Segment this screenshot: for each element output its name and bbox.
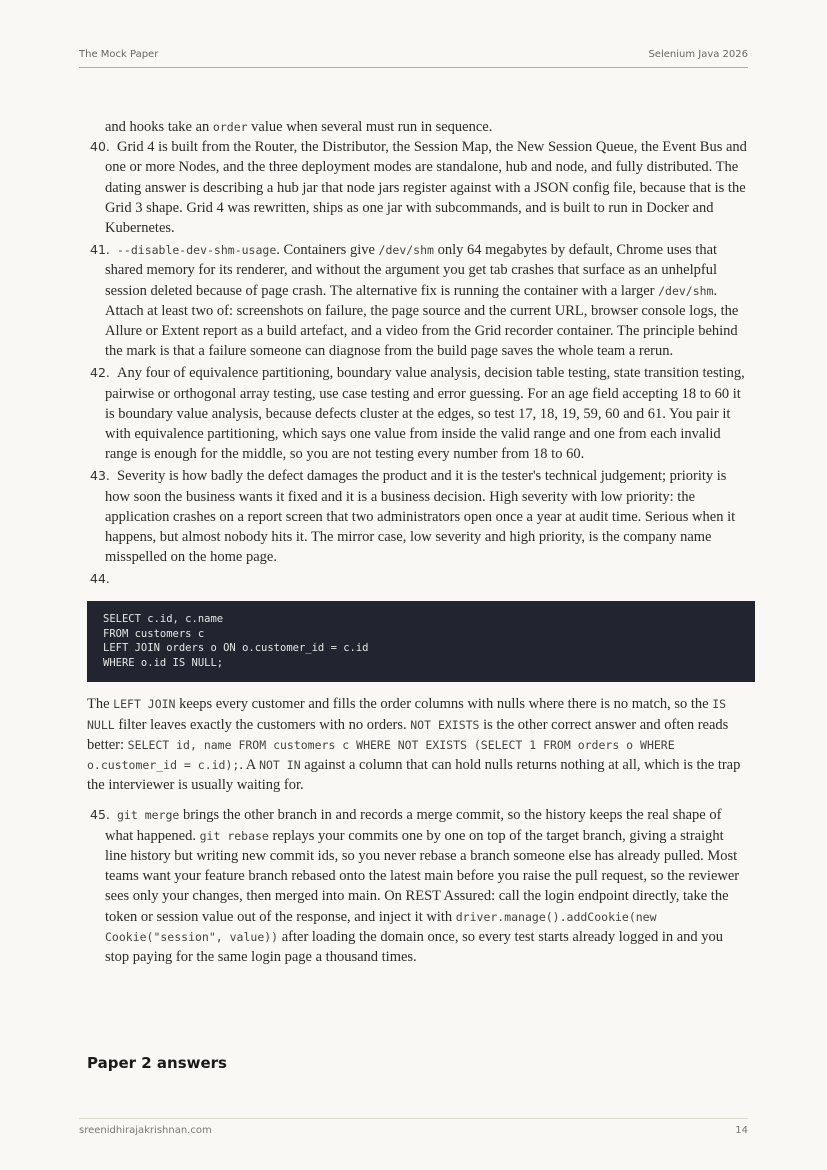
answer-number: 43.: [90, 468, 110, 484]
answer-44: [0, 569, 827, 589]
answer-44-explanation: The LEFT JOIN keeps every customer and fills the order columns with nulls where there is no match, so the IS NULL filter leaves exactly the customers with no orders. NOT EXISTS is the other correct answer and often reads better: SELECT id, name FROM customers c WHERE NOT EXISTS (SELECT 1 FROM orders o WHERE o.customer_id = c.id);. A NOT IN against a column that can hold nulls returns nothing at all, which is the trap the interviewer is usually waiting for.: [87, 696, 741, 794]
answer-43: [0, 466, 827, 567]
continuation-text: and hooks take an order value when several must run in sequence.: [105, 119, 493, 135]
answer-number: 45.: [90, 807, 110, 823]
header-title: The Mock Paper: [79, 49, 159, 60]
footer-url: sreenidhirajakrishnan.com: [79, 1125, 212, 1136]
answer-number: 41.: [90, 242, 110, 258]
answers-content: [0, 117, 827, 969]
answer-40: [0, 137, 827, 238]
answer-number: 40.: [90, 139, 110, 155]
answer-number: 42.: [90, 365, 110, 381]
answer-45: 45. git merge brings the other branch in and records a merge commit, so the history keeps the real shape of what happened. git rebase replays your commits one by one on top of the target branch, giving a straight line history but writing new commit ids, so you never rebase a branch someone else has already pulled. Most teams want your feature branch rebased onto the latest main before you raise the pull request, so the reviewer sees only your changes, then merged into main. On REST Assured: call the login endpoint directly, take the token or session value out of the response, and inject it with driver.manage().addCookie(new Cookie("session", value)) after loading the domain once, so every test starts already logged in and you stop paying for the same login page a thousand times.: [90, 807, 740, 965]
answer-text: Any four of equivalence partitioning, boundary value analysis, decision table testing, state transition testing, pairwise or orthogonal array testing, use case testing and error guessing. For an age field accepting 18 to 60 it is boundary value analysis, because defects cluster at the edges, so test 17, 18, 19, 59, 60 and 61. You pair it with equivalence partitioning, which says one value from inside the valid range and one from each invalid range is enough for the middle, so you are not testing every number from 18 to 60.: [105, 365, 745, 463]
answer-41: 41. --disable-dev-shm-usage. Containers give /dev/shm only 64 megabytes by default, Chrome uses that shared memory for its renderer, and without the argument you get tab crashes that surface as an unhelpful session deleted because of page crash. The alternative fix is running the container with a larger /dev/shm. Attach at least two of: screenshots on failure, the page source and the current URL, browser console logs, the Allure or Extent report as a build artefact, and a video from the Grid recorder container. The principle behind the mark is that a failure someone can diagnose from the build page saves the whole team a rerun.: [90, 242, 739, 360]
page-number: 14: [735, 1125, 748, 1136]
answer-42: [0, 363, 827, 464]
section-heading: Paper 2 answers: [87, 1054, 227, 1072]
page-footer: [79, 1118, 748, 1136]
sql-code-block: SELECT c.id, c.name FROM customers c LEFT JOIN orders o ON o.customer_id = c.id WHERE o.id IS NULL;: [87, 601, 755, 682]
answer-number: 44.: [90, 571, 110, 587]
page-header: [79, 49, 748, 68]
header-subtitle: Selenium Java 2026: [648, 49, 748, 60]
answer-text: Severity is how badly the defect damages the product and it is the tester's technical judgement; priority is how soon the business wants it fixed and it is a business decision. High severity with low priority: the application crashes on a report screen that two administrators open once a year at audit time. Serious when it happens, but almost nobody hits it. The mirror case, low severity and high priority, is the company name misspelled on the home page.: [105, 468, 736, 566]
answer-text: Grid 4 is built from the Router, the Distributor, the Session Map, the New Session Queue, the Event Bus and one or more Nodes, and the three deployment modes are standalone, hub and node, and fully distributed. The dating answer is describing a hub jar that node jars register against with a JSON config file, because that is the Grid 3 shape. Grid 4 was rewritten, ships as one jar with subcommands, and is built to run in Docker and Kubernetes.: [105, 139, 747, 237]
